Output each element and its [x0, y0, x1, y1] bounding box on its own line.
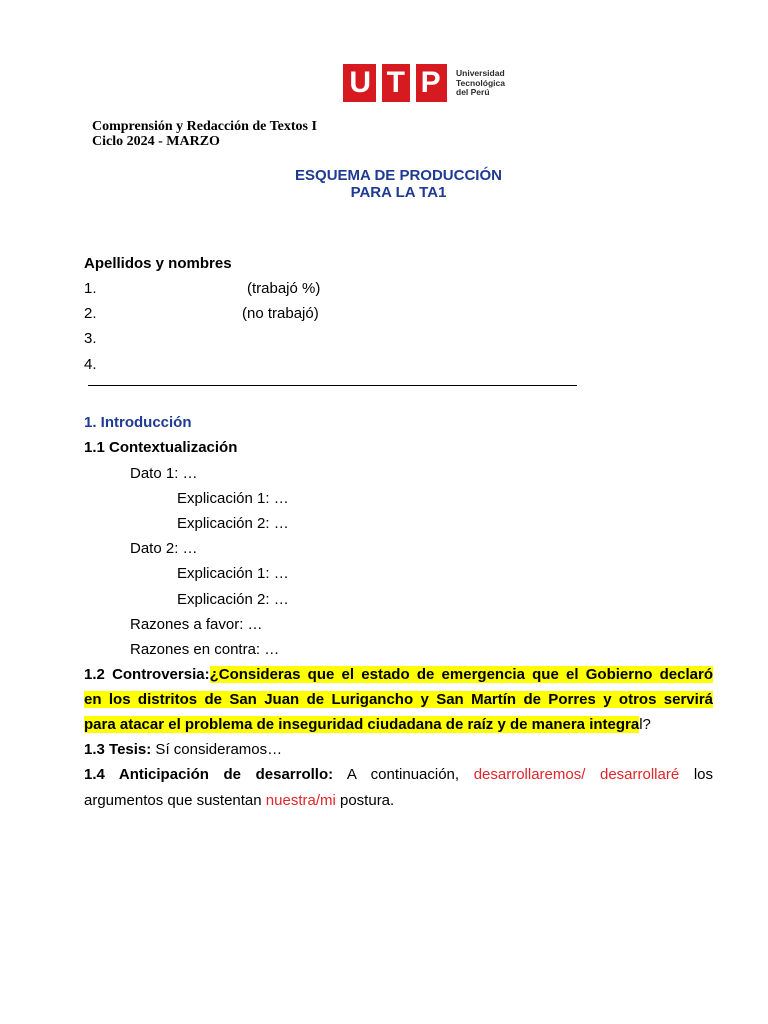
dato-1-explicacion-1: Explicación 1: … — [177, 490, 289, 507]
logo-letter-p: P — [420, 66, 441, 99]
thesis-line — [84, 741, 282, 759]
course-name: Comprensión y Redacción de Textos I — [92, 119, 317, 134]
members-heading: Apellidos y nombres — [84, 255, 232, 272]
dato-2-explicacion-1: Explicación 1: … — [177, 565, 289, 582]
razones-a-favor: Razones a favor: … — [130, 616, 263, 633]
anticipation-text: los — [693, 766, 713, 783]
logo-text-line: del Perú — [456, 87, 490, 97]
logo-separator — [376, 64, 382, 102]
member-number: 1. — [84, 280, 97, 297]
member-number: 3. — [84, 330, 97, 347]
member-note: (no trabajó) — [242, 305, 319, 322]
dato-1: Dato 1: … — [130, 465, 198, 482]
logo-text-line: Tecnológica — [456, 77, 505, 88]
controversy-question-part-2: en los distritos de San Juan de Lurigancho y San Martín de Porres y otros servirá — [84, 691, 713, 708]
utp-logo — [343, 64, 505, 102]
member-number: 4. — [84, 356, 97, 373]
logo-text-line: Universidad — [456, 68, 505, 78]
thesis-label: 1.3 Tesis: — [84, 741, 152, 758]
controversy-question-part-1: ¿Consideras que el estado de emergencia que el Gobierno declaró — [209, 666, 713, 683]
utp-logo-mark — [343, 64, 447, 102]
anticipation-text: postura. — [335, 792, 395, 809]
controversy-label: 1.2 Controversia: — [84, 666, 210, 683]
document-subtitle: PARA LA TA1 — [350, 184, 447, 201]
dato-1-explicacion-2: Explicación 2: … — [177, 515, 289, 532]
logo-letter-t: T — [386, 66, 405, 99]
anticipation-line-1 — [84, 766, 713, 784]
controversy-line-1 — [84, 666, 713, 684]
anticipation-label: 1.4 Anticipación de desarrollo: — [84, 766, 334, 783]
anticipation-text: A continuación, — [333, 766, 460, 783]
controversy-question-part-3: para atacar el problema de inseguridad ciudadana de raíz y de manera integra — [84, 716, 640, 733]
razones-en-contra: Razones en contra: … — [130, 641, 280, 658]
course-cycle: Ciclo 2024 - MARZO — [92, 134, 220, 149]
controversy-question-end: l? — [639, 716, 651, 733]
separator-line — [88, 385, 577, 386]
dato-2: Dato 2: … — [130, 540, 198, 557]
anticipation-line-2 — [84, 792, 394, 810]
thesis-text: Sí consideramos… — [151, 741, 283, 758]
controversy-line-3 — [84, 716, 651, 734]
member-number: 2. — [84, 305, 97, 322]
controversy-line-2 — [84, 691, 713, 709]
section-introduction-heading: 1. Introducción — [84, 414, 192, 431]
logo-separator — [410, 64, 416, 102]
logo-wordmark — [456, 64, 505, 102]
logo-letter-u: U — [349, 66, 372, 99]
anticipation-verb-options: desarrollaremos/ desarrollaré — [473, 766, 680, 783]
member-note: (trabajó %) — [247, 280, 321, 297]
anticipation-pronoun-options: nuestra/mi — [265, 792, 336, 809]
dato-2-explicacion-2: Explicación 2: … — [177, 591, 289, 608]
document-title: ESQUEMA DE PRODUCCIÓN — [295, 167, 502, 184]
anticipation-text: argumentos que sustentan — [84, 792, 266, 809]
contextualization-heading: 1.1 Contextualización — [84, 439, 238, 456]
